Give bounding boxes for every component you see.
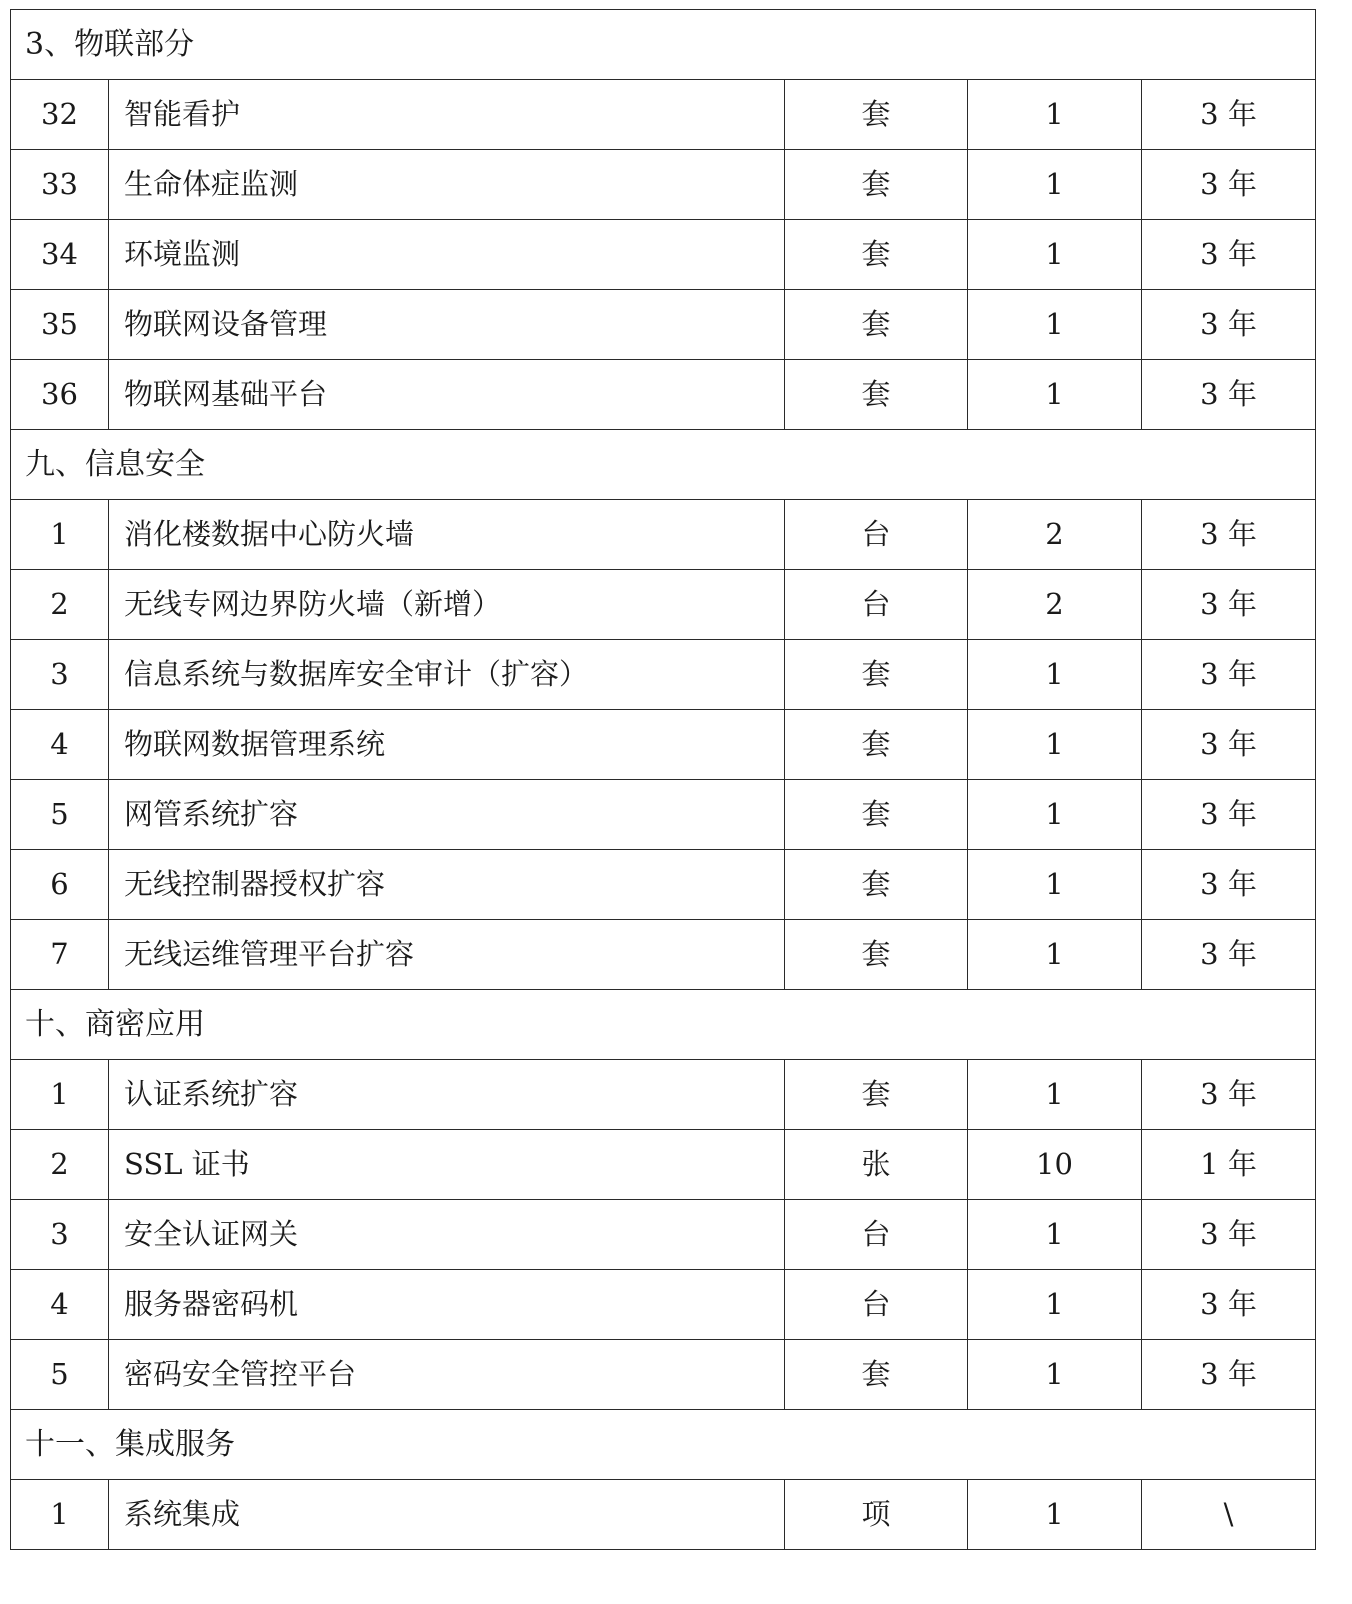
item-unit: 套 (785, 360, 968, 430)
item-period: 3 年 (1142, 80, 1316, 150)
row-number: 2 (11, 1130, 109, 1200)
section-title: 十、商密应用 (11, 990, 1316, 1060)
row-number: 5 (11, 780, 109, 850)
table-row (11, 780, 1316, 850)
item-quantity: 1 (968, 710, 1142, 780)
item-name: 安全认证网关 (109, 1200, 785, 1270)
row-number: 3 (11, 640, 109, 710)
table-row (11, 1060, 1316, 1130)
row-number: 6 (11, 850, 109, 920)
table-row (11, 1270, 1316, 1340)
section-title: 九、信息安全 (11, 430, 1316, 500)
item-unit: 套 (785, 710, 968, 780)
section-title: 十一、集成服务 (11, 1410, 1316, 1480)
table-row (11, 500, 1316, 570)
row-number: 32 (11, 80, 109, 150)
item-period: 3 年 (1142, 710, 1316, 780)
section-title: 3、物联部分 (11, 10, 1316, 80)
item-quantity: 2 (968, 500, 1142, 570)
item-unit: 套 (785, 220, 968, 290)
item-name: 认证系统扩容 (109, 1060, 785, 1130)
row-number: 3 (11, 1200, 109, 1270)
item-unit: 台 (785, 1270, 968, 1340)
item-quantity: 1 (968, 1270, 1142, 1340)
item-unit: 套 (785, 850, 968, 920)
table-row (11, 710, 1316, 780)
item-period: 1 年 (1142, 1130, 1316, 1200)
item-unit: 套 (785, 920, 968, 990)
table-row (11, 360, 1316, 430)
item-name: 环境监测 (109, 220, 785, 290)
item-period: 3 年 (1142, 1200, 1316, 1270)
row-number: 35 (11, 290, 109, 360)
row-number: 1 (11, 1060, 109, 1130)
section-header-row (11, 1410, 1316, 1480)
table-row (11, 220, 1316, 290)
item-period: 3 年 (1142, 360, 1316, 430)
item-name: 密码安全管控平台 (109, 1340, 785, 1410)
item-quantity: 1 (968, 220, 1142, 290)
item-period: 3 年 (1142, 920, 1316, 990)
item-unit: 台 (785, 1200, 968, 1270)
table-row (11, 920, 1316, 990)
item-name: 信息系统与数据库安全审计（扩容） (109, 640, 785, 710)
item-unit: 套 (785, 80, 968, 150)
item-period: 3 年 (1142, 850, 1316, 920)
row-number: 7 (11, 920, 109, 990)
item-unit: 张 (785, 1130, 968, 1200)
item-period: 3 年 (1142, 570, 1316, 640)
item-quantity: 1 (968, 1200, 1142, 1270)
row-number: 1 (11, 500, 109, 570)
section-header-row (11, 990, 1316, 1060)
item-period: 3 年 (1142, 1340, 1316, 1410)
table-row (11, 150, 1316, 220)
item-quantity: 1 (968, 780, 1142, 850)
item-quantity: 10 (968, 1130, 1142, 1200)
item-unit: 台 (785, 570, 968, 640)
item-quantity: 1 (968, 290, 1142, 360)
table-row (11, 290, 1316, 360)
item-quantity: 1 (968, 360, 1142, 430)
item-period: \ (1142, 1480, 1316, 1550)
item-unit: 套 (785, 150, 968, 220)
table-row (11, 570, 1316, 640)
item-period: 3 年 (1142, 1270, 1316, 1340)
item-quantity: 2 (968, 570, 1142, 640)
row-number: 36 (11, 360, 109, 430)
table-row (11, 80, 1316, 150)
item-name: 物联网数据管理系统 (109, 710, 785, 780)
item-period: 3 年 (1142, 1060, 1316, 1130)
row-number: 34 (11, 220, 109, 290)
table-row (11, 1480, 1316, 1550)
item-unit: 台 (785, 500, 968, 570)
table-row (11, 1340, 1316, 1410)
item-quantity: 1 (968, 1340, 1142, 1410)
item-quantity: 1 (968, 80, 1142, 150)
section-header-row (11, 430, 1316, 500)
item-period: 3 年 (1142, 640, 1316, 710)
item-quantity: 1 (968, 150, 1142, 220)
item-name: 无线专网边界防火墙（新增） (109, 570, 785, 640)
row-number: 4 (11, 710, 109, 780)
item-name: 物联网设备管理 (109, 290, 785, 360)
item-name: 无线控制器授权扩容 (109, 850, 785, 920)
row-number: 33 (11, 150, 109, 220)
item-period: 3 年 (1142, 220, 1316, 290)
item-unit: 套 (785, 1340, 968, 1410)
item-name: 生命体症监测 (109, 150, 785, 220)
item-name: 无线运维管理平台扩容 (109, 920, 785, 990)
table-row (11, 640, 1316, 710)
table-row (11, 1130, 1316, 1200)
table-row (11, 1200, 1316, 1270)
row-number: 5 (11, 1340, 109, 1410)
item-quantity: 1 (968, 1060, 1142, 1130)
item-name: 物联网基础平台 (109, 360, 785, 430)
item-quantity: 1 (968, 1480, 1142, 1550)
item-name: 网管系统扩容 (109, 780, 785, 850)
item-name: 系统集成 (109, 1480, 785, 1550)
item-period: 3 年 (1142, 290, 1316, 360)
row-number: 2 (11, 570, 109, 640)
item-unit: 项 (785, 1480, 968, 1550)
section-header-row (11, 10, 1316, 80)
item-name: 消化楼数据中心防火墙 (109, 500, 785, 570)
item-unit: 套 (785, 780, 968, 850)
item-period: 3 年 (1142, 150, 1316, 220)
item-quantity: 1 (968, 640, 1142, 710)
item-unit: 套 (785, 1060, 968, 1130)
item-name: SSL 证书 (109, 1130, 785, 1200)
item-quantity: 1 (968, 920, 1142, 990)
item-name: 服务器密码机 (109, 1270, 785, 1340)
row-number: 4 (11, 1270, 109, 1340)
row-number: 1 (11, 1480, 109, 1550)
item-period: 3 年 (1142, 500, 1316, 570)
item-unit: 套 (785, 290, 968, 360)
equipment-table (10, 9, 1316, 1550)
item-quantity: 1 (968, 850, 1142, 920)
table-row (11, 850, 1316, 920)
item-period: 3 年 (1142, 780, 1316, 850)
item-unit: 套 (785, 640, 968, 710)
item-name: 智能看护 (109, 80, 785, 150)
